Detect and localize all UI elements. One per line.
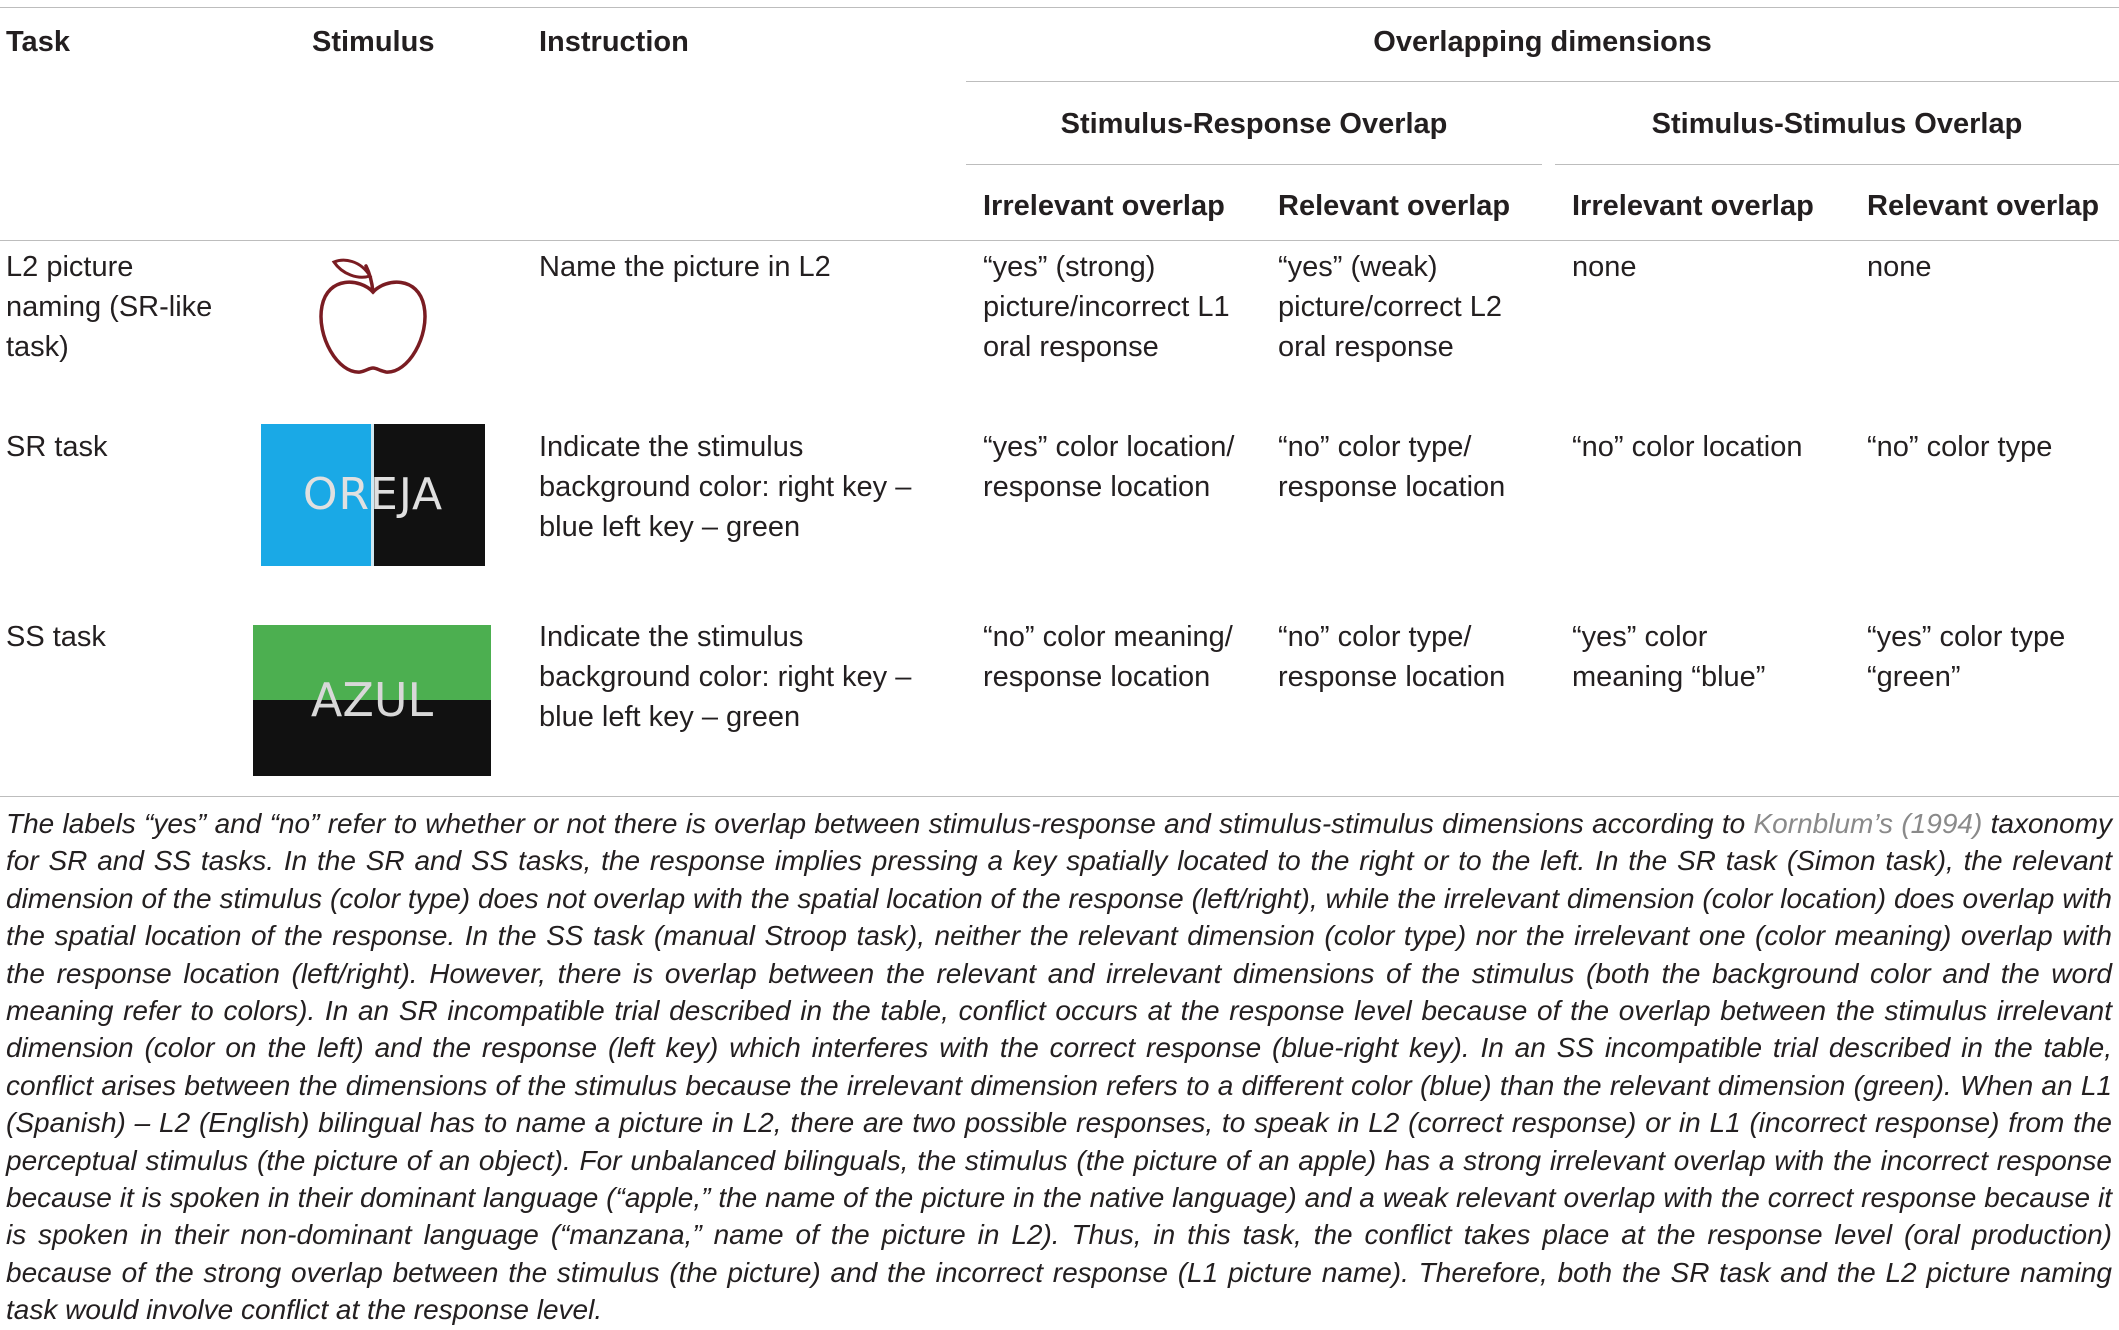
header-bottom-rule <box>0 240 2119 241</box>
ss-overlap-rule <box>1555 164 2119 165</box>
row2-ss-irrelevant: “no” color location <box>1572 431 1803 463</box>
header-task: Task <box>6 26 70 58</box>
kornblum-reference-link[interactable]: Kornblum’s (1994) <box>1753 808 1983 839</box>
oreja-stimulus-image <box>261 424 485 566</box>
sr-overlap-rule <box>966 164 1542 165</box>
row2-task: SR task <box>6 431 108 463</box>
overlapping-dimensions-rule <box>966 81 2119 82</box>
row1-sr-relevant: “yes” (weak) picture/correct L2 oral response <box>1278 251 1503 363</box>
row1-ss-irrelevant: none <box>1572 251 1637 283</box>
table-top-rule <box>0 7 2119 8</box>
header-overlapping-dimensions: Overlapping dimensions <box>1373 26 1712 58</box>
caption-text-start: The labels “yes” and “no” refer to whether or not there is overlap between stimulus-response and stimulus-stimulus dimensions according to <box>6 808 1754 839</box>
header-instruction: Instruction <box>539 26 689 58</box>
apple-icon <box>308 252 438 382</box>
row3-task: SS task <box>6 621 106 653</box>
header-ss-irrelevant: Irrelevant overlap <box>1572 190 1814 222</box>
row1-ss-relevant: none <box>1867 251 1932 283</box>
row3-sr-relevant: “no” color type/ response location <box>1278 621 1506 693</box>
caption-text-end: taxonomy for SR and SS tasks. In the SR and SS tasks, the response implies pressing a key spatially located to the right or to the left. In the SR task (Simon task), the relevant dimension of the stimulus (color type) does not overlap with the spatial location of the response (left/right), while the irrelevant dimension (color location) does overlap with the spatial location of the response. In the SS task (manual Stroop task), neither the relevant dimension (color type) nor the irrelevant one (color meaning) overlap with the response location (left/right). However, there is overlap between the relevant and irrelevant dimensions of the stimulus (both the background color and the word meaning refer to colors). In an SR incompatible trial described in the table, conflict occurs at the response level because of the overlap between the stimulus irrelevant dimension (color on the left) and the response (left key) which interferes with the correct response (blue-right key). In an SS incompatible trial described in the table, conflict arises between the dimensions of the stimulus because the irrelevant dimension refers to a different color (blue) than the relevant dimension (green). When an L1 (Spanish) – L2 (English) bilingual has to name a picture in L2, there are two possible responses, to speak in L2 (correct response) or in L1 (incorrect response) from the perceptual stimulus (the picture of an object). For unbalanced bilinguals, the stimulus (the picture of an apple) has a strong irrelevant overlap with the incorrect response because it is spoken in their dominant language (“apple,” the name of the picture in the native language) and a weak relevant overlap with the correct response because it is spoken in their non-dominant language (“manzana,” name of the picture in L2). Thus, in this task, the conflict takes place at the response level (oral production) because of the strong overlap between the stimulus (the picture) and the incorrect response (L1 picture name). Therefore, both the SR task and the L2 picture naming task would involve conflict at the response level. <box>6 808 2113 1326</box>
azul-stimulus-image <box>253 625 491 776</box>
row2-instruction: Indicate the stimulus background color: right key – blue left key – green <box>539 431 912 543</box>
row3-ss-relevant: “yes” color type “green” <box>1867 621 2066 693</box>
header-sr-overlap: Stimulus-Response Overlap <box>1060 108 1448 140</box>
row2-sr-relevant: “no” color type/ response location <box>1278 431 1506 503</box>
row1-sr-irrelevant: “yes” (strong) picture/incorrect L1 oral response <box>983 251 1230 363</box>
header-sr-relevant: Relevant overlap <box>1278 190 1511 222</box>
row3-ss-irrelevant: “yes” color meaning “blue” <box>1572 621 1766 693</box>
header-ss-relevant: Relevant overlap <box>1867 190 2100 222</box>
row2-ss-relevant: “no” color type <box>1867 431 2053 463</box>
table-bottom-rule <box>0 796 2119 797</box>
row3-instruction: Indicate the stimulus background color: right key – blue left key – green <box>539 621 912 733</box>
azul-word: AZUL <box>310 673 434 727</box>
row1-task: L2 picture naming (SR-like task) <box>6 251 213 363</box>
header-stimulus: Stimulus <box>312 26 435 58</box>
oreja-word: OREJA <box>302 469 444 520</box>
row3-sr-irrelevant: “no” color meaning/ response location <box>983 621 1233 693</box>
header-ss-overlap: Stimulus-Stimulus Overlap <box>1651 108 2023 140</box>
header-sr-irrelevant: Irrelevant overlap <box>983 190 1225 222</box>
row2-sr-irrelevant: “yes” color location/ response location <box>983 431 1235 503</box>
table-caption <box>6 805 2112 1329</box>
row1-instruction: Name the picture in L2 <box>539 251 831 283</box>
